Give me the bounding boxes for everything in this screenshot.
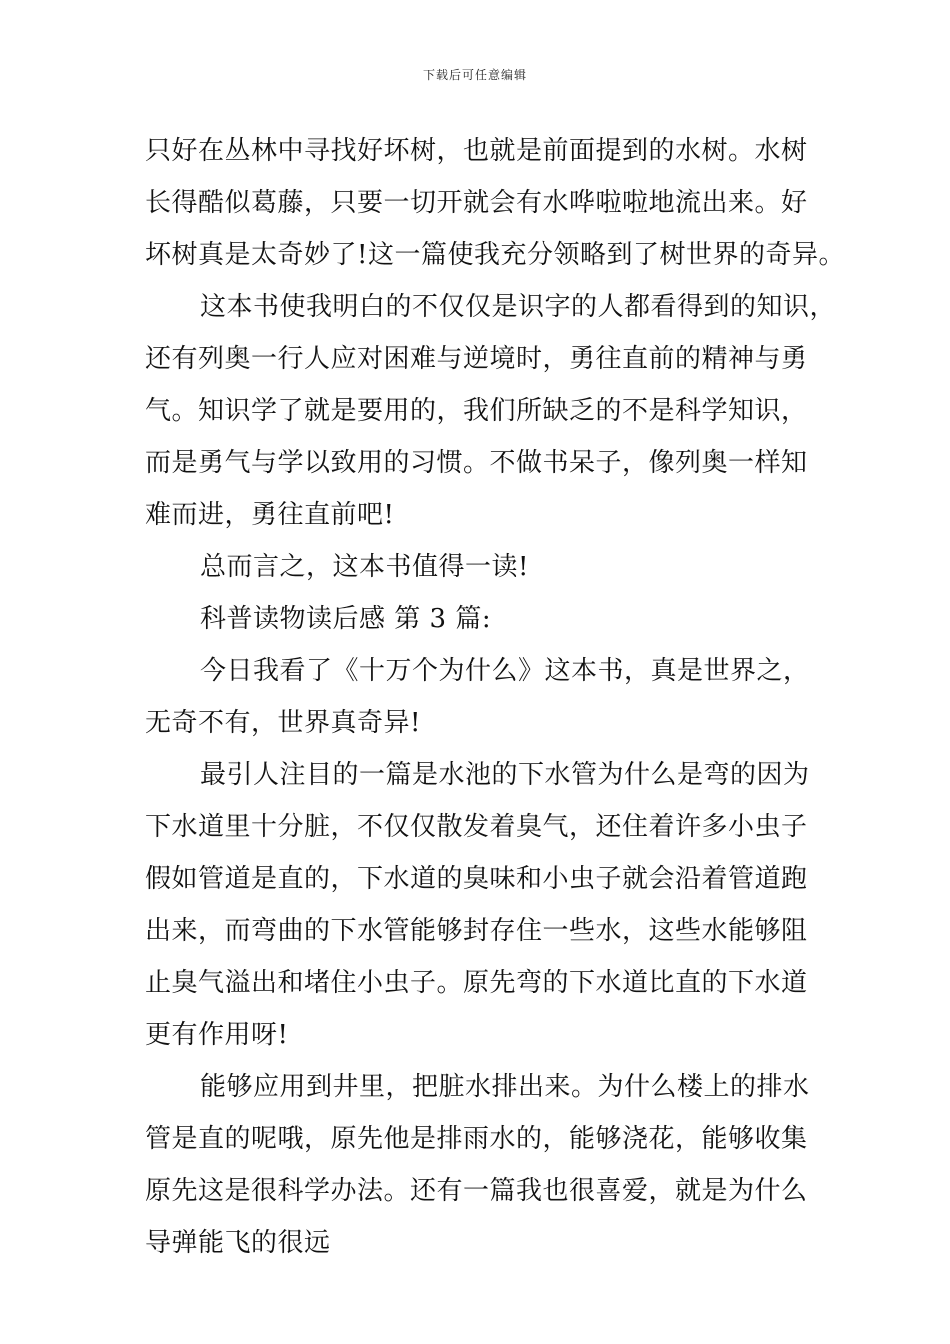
text-line: 管是直的呢哦，原先他是排雨水的，能够浇花，能够收集 [145,1124,808,1154]
text-line: 难而进，勇往直前吧! [145,500,395,530]
text-line: 今日我看了《十万个为什么》这本书，真是世界之， [200,656,810,686]
text-line: 气。知识学了就是要用的，我们所缺乏的不是科学知识， [145,396,808,426]
page-header: 下载后可任意编辑 [422,68,527,82]
text-line: 总而言之，这本书值得一读! [200,552,529,582]
text-line: 坏树真是太奇妙了!这一篇使我充分领略到了树世界的奇异。 [145,240,845,270]
text-line: 最引人注目的一篇是水池的下水管为什么是弯的因为 [200,760,810,790]
text-line: 更有作用呀! [145,1020,289,1050]
section-heading: 科普读物读后感 第 3 篇: [200,604,492,634]
text-line: 只好在丛林中寻找好坏树，也就是前面提到的水树。水树 [145,136,808,166]
text-line: 原先这是很科学办法。还有一篇我也很喜爱，就是为什么 [145,1176,808,1206]
text-line: 而是勇气与学以致用的习惯。不做书呆子，像列奥一样知 [145,448,808,478]
text-line: 导弹能飞的很远 [145,1228,331,1258]
text-line: 长得酷似葛藤，只要一切开就会有水哗啦啦地流出来。好 [145,188,808,218]
document-body [145,125,845,1269]
text-line: 下水道里十分脏，不仅仅散发着臭气，还住着许多小虫子 [145,812,808,842]
text-line: 能够应用到井里，把脏水排出来。为什么楼上的排水 [200,1072,810,1102]
text-line: 假如管道是直的，下水道的臭味和小虫子就会沿着管道跑 [145,864,808,894]
text-line: 止臭气溢出和堵住小虫子。原先弯的下水道比直的下水道 [145,968,808,998]
text-line: 还有列奥一行人应对困难与逆境时，勇往直前的精神与勇 [145,344,808,374]
text-line: 出来，而弯曲的下水管能够封存住一些水，这些水能够阻 [145,916,808,946]
text-line: 这本书使我明白的不仅仅是识字的人都看得到的知识， [200,292,837,322]
text-line: 无奇不有，世界真奇异! [145,708,421,738]
